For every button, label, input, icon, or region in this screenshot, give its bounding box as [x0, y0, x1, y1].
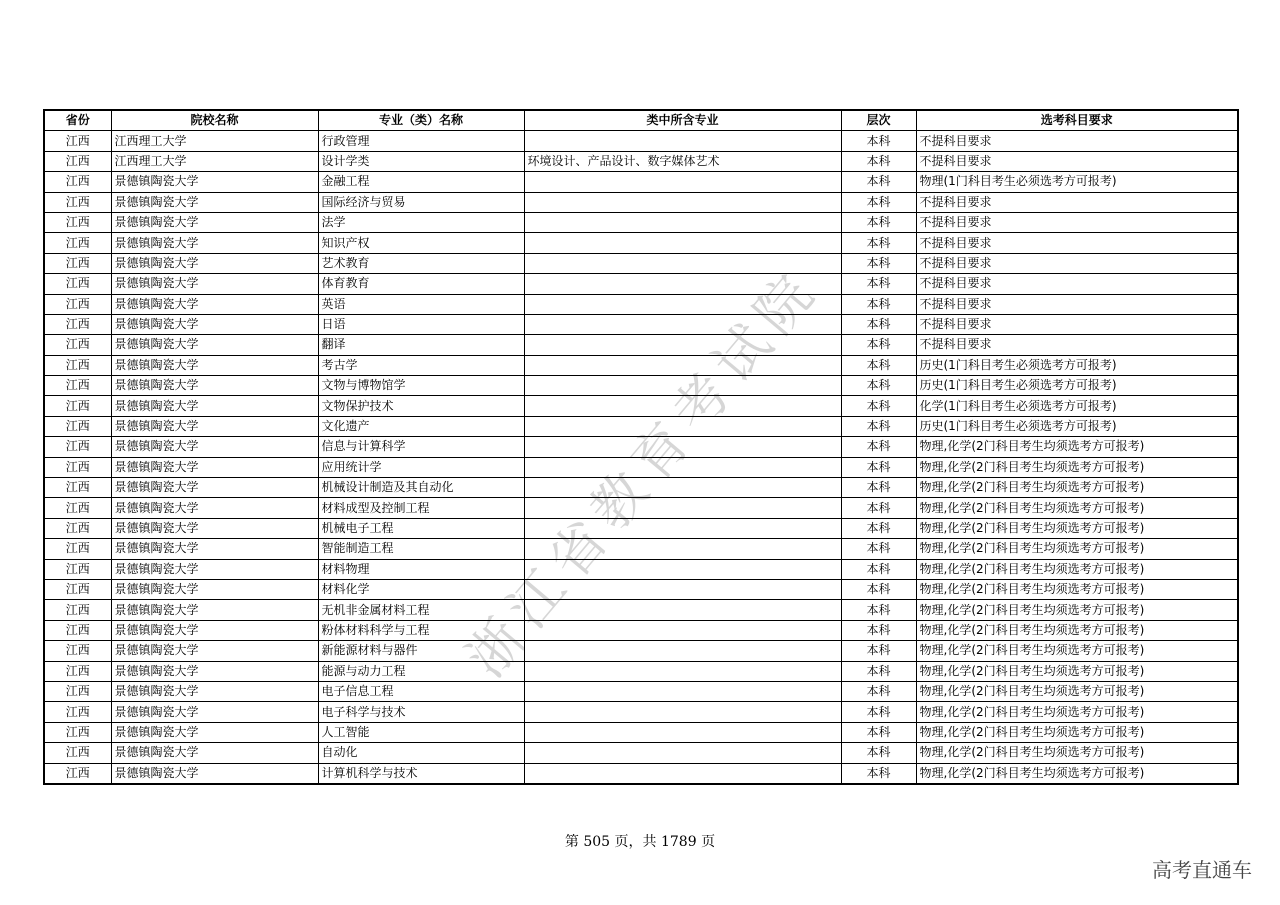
cell-province: 江西: [44, 396, 111, 416]
cell-level: 本科: [841, 559, 916, 579]
watermark: 浙江省教育考试院: [454, 256, 832, 689]
cell-level: 本科: [841, 743, 916, 763]
cell-school-name: 景德镇陶瓷大学: [111, 212, 318, 232]
cell-subject-requirement: 物理,化学(2门科目考生均须选考方可报考): [916, 579, 1238, 599]
table-row: [44, 376, 1238, 396]
cell-major-name: 材料化学: [318, 579, 524, 599]
cell-school-name: 景德镇陶瓷大学: [111, 539, 318, 559]
cell-subject-requirement: 不提科目要求: [916, 274, 1238, 294]
cell-province: 江西: [44, 457, 111, 477]
table-row: [44, 294, 1238, 314]
cell-subject-requirement: 历史(1门科目考生必须选考方可报考): [916, 355, 1238, 375]
table-row: [44, 743, 1238, 763]
cell-school-name: 景德镇陶瓷大学: [111, 396, 318, 416]
cell-subject-requirement: 不提科目要求: [916, 294, 1238, 314]
cell-level: 本科: [841, 518, 916, 538]
cell-major-name: 电子科学与技术: [318, 702, 524, 722]
cell-school-name: 景德镇陶瓷大学: [111, 600, 318, 620]
header-major-name: 专业（类）名称: [318, 110, 524, 131]
cell-major-name: 翻译: [318, 335, 524, 355]
page-number: 第 505 页，共 1789 页: [564, 834, 716, 850]
cell-level: 本科: [841, 498, 916, 518]
table-row: [44, 559, 1238, 579]
table-row: [44, 396, 1238, 416]
cell-included-majors: 环境设计、产品设计、数字媒体艺术: [524, 151, 841, 171]
cell-school-name: 景德镇陶瓷大学: [111, 416, 318, 436]
cell-level: 本科: [841, 416, 916, 436]
cell-school-name: 景德镇陶瓷大学: [111, 743, 318, 763]
cell-province: 江西: [44, 579, 111, 599]
cell-subject-requirement: 物理,化学(2门科目考生均须选考方可报考): [916, 518, 1238, 538]
cell-major-name: 机械设计制造及其自动化: [318, 478, 524, 498]
cell-subject-requirement: 物理,化学(2门科目考生均须选考方可报考): [916, 498, 1238, 518]
cell-subject-requirement: 物理,化学(2门科目考生均须选考方可报考): [916, 600, 1238, 620]
cell-level: 本科: [841, 192, 916, 212]
cell-province: 江西: [44, 212, 111, 232]
cell-province: 江西: [44, 151, 111, 171]
cell-province: 江西: [44, 620, 111, 640]
cell-subject-requirement: 不提科目要求: [916, 314, 1238, 334]
cell-major-name: 艺术教育: [318, 253, 524, 273]
table-row: [44, 518, 1238, 538]
cell-school-name: 景德镇陶瓷大学: [111, 192, 318, 212]
cell-school-name: 景德镇陶瓷大学: [111, 355, 318, 375]
table-row: [44, 579, 1238, 599]
cell-included-majors: [524, 274, 841, 294]
cell-level: 本科: [841, 396, 916, 416]
cell-major-name: 应用统计学: [318, 457, 524, 477]
cell-included-majors: [524, 437, 841, 457]
table-row: [44, 620, 1238, 640]
cell-level: 本科: [841, 253, 916, 273]
table-row: [44, 457, 1238, 477]
cell-included-majors: [524, 661, 841, 681]
cell-level: 本科: [841, 274, 916, 294]
table-row: [44, 172, 1238, 192]
header-school-name: 院校名称: [111, 110, 318, 131]
cell-level: 本科: [841, 212, 916, 232]
cell-subject-requirement: 物理,化学(2门科目考生均须选考方可报考): [916, 641, 1238, 661]
cell-subject-requirement: 历史(1门科目考生必须选考方可报考): [916, 376, 1238, 396]
cell-subject-requirement: 不提科目要求: [916, 212, 1238, 232]
cell-province: 江西: [44, 253, 111, 273]
cell-subject-requirement: 物理,化学(2门科目考生均须选考方可报考): [916, 437, 1238, 457]
cell-subject-requirement: 不提科目要求: [916, 151, 1238, 171]
cell-province: 江西: [44, 722, 111, 742]
cell-major-name: 文物保护技术: [318, 396, 524, 416]
cell-major-name: 设计学类: [318, 151, 524, 171]
cell-major-name: 无机非金属材料工程: [318, 600, 524, 620]
table-row: [44, 416, 1238, 436]
cell-level: 本科: [841, 763, 916, 784]
cell-province: 江西: [44, 233, 111, 253]
cell-level: 本科: [841, 233, 916, 253]
cell-included-majors: [524, 233, 841, 253]
cell-included-majors: [524, 722, 841, 742]
cell-subject-requirement: 不提科目要求: [916, 335, 1238, 355]
cell-province: 江西: [44, 498, 111, 518]
table-row: [44, 498, 1238, 518]
cell-major-name: 人工智能: [318, 722, 524, 742]
cell-included-majors: [524, 539, 841, 559]
cell-province: 江西: [44, 376, 111, 396]
cell-level: 本科: [841, 579, 916, 599]
table-row: [44, 314, 1238, 334]
cell-major-name: 体育教育: [318, 274, 524, 294]
cell-level: 本科: [841, 641, 916, 661]
cell-level: 本科: [841, 314, 916, 334]
cell-subject-requirement: 物理,化学(2门科目考生均须选考方可报考): [916, 620, 1238, 640]
cell-subject-requirement: 物理,化学(2门科目考生均须选考方可报考): [916, 559, 1238, 579]
cell-major-name: 粉体材料科学与工程: [318, 620, 524, 640]
cell-school-name: 景德镇陶瓷大学: [111, 376, 318, 396]
table-header-row: [44, 110, 1238, 131]
cell-level: 本科: [841, 131, 916, 151]
cell-level: 本科: [841, 457, 916, 477]
cell-school-name: 景德镇陶瓷大学: [111, 498, 318, 518]
cell-school-name: 景德镇陶瓷大学: [111, 457, 318, 477]
cell-included-majors: [524, 579, 841, 599]
cell-school-name: 景德镇陶瓷大学: [111, 294, 318, 314]
table-row: [44, 763, 1238, 784]
cell-subject-requirement: 不提科目要求: [916, 131, 1238, 151]
table-row: [44, 212, 1238, 232]
cell-level: 本科: [841, 702, 916, 722]
header-subject-requirement: 选考科目要求: [916, 110, 1238, 131]
cell-included-majors: [524, 457, 841, 477]
cell-level: 本科: [841, 539, 916, 559]
cell-major-name: 机械电子工程: [318, 518, 524, 538]
cell-school-name: 景德镇陶瓷大学: [111, 172, 318, 192]
cell-included-majors: [524, 600, 841, 620]
cell-province: 江西: [44, 172, 111, 192]
cell-province: 江西: [44, 539, 111, 559]
cell-school-name: 景德镇陶瓷大学: [111, 661, 318, 681]
cell-province: 江西: [44, 131, 111, 151]
cell-major-name: 材料物理: [318, 559, 524, 579]
table-row: [44, 355, 1238, 375]
cell-major-name: 行政管理: [318, 131, 524, 151]
cell-school-name: 景德镇陶瓷大学: [111, 702, 318, 722]
cell-included-majors: [524, 559, 841, 579]
table-row: [44, 702, 1238, 722]
cell-province: 江西: [44, 335, 111, 355]
cell-included-majors: [524, 702, 841, 722]
cell-included-majors: [524, 498, 841, 518]
cell-subject-requirement: 物理,化学(2门科目考生均须选考方可报考): [916, 661, 1238, 681]
cell-included-majors: [524, 641, 841, 661]
cell-major-name: 法学: [318, 212, 524, 232]
cell-school-name: 景德镇陶瓷大学: [111, 335, 318, 355]
cell-major-name: 电子信息工程: [318, 681, 524, 701]
cell-subject-requirement: 不提科目要求: [916, 253, 1238, 273]
cell-included-majors: [524, 294, 841, 314]
cell-school-name: 景德镇陶瓷大学: [111, 579, 318, 599]
table-row: [44, 437, 1238, 457]
cell-major-name: 新能源材料与器件: [318, 641, 524, 661]
cell-level: 本科: [841, 294, 916, 314]
table-row: [44, 151, 1238, 171]
cell-major-name: 英语: [318, 294, 524, 314]
cell-subject-requirement: 不提科目要求: [916, 233, 1238, 253]
cell-subject-requirement: 物理,化学(2门科目考生均须选考方可报考): [916, 478, 1238, 498]
cell-major-name: 材料成型及控制工程: [318, 498, 524, 518]
cell-school-name: 景德镇陶瓷大学: [111, 641, 318, 661]
cell-province: 江西: [44, 478, 111, 498]
cell-level: 本科: [841, 437, 916, 457]
table-row: [44, 661, 1238, 681]
header-level: 层次: [841, 110, 916, 131]
cell-subject-requirement: 物理,化学(2门科目考生均须选考方可报考): [916, 702, 1238, 722]
table-row: [44, 478, 1238, 498]
table-row: [44, 233, 1238, 253]
cell-level: 本科: [841, 172, 916, 192]
cell-school-name: 景德镇陶瓷大学: [111, 253, 318, 273]
cell-province: 江西: [44, 192, 111, 212]
cell-level: 本科: [841, 722, 916, 742]
cell-province: 江西: [44, 702, 111, 722]
cell-province: 江西: [44, 314, 111, 334]
header-included-majors: 类中所含专业: [524, 110, 841, 131]
cell-province: 江西: [44, 600, 111, 620]
table-row: [44, 335, 1238, 355]
cell-subject-requirement: 物理(1门科目考生必须选考方可报考): [916, 172, 1238, 192]
cell-included-majors: [524, 335, 841, 355]
admission-table: [43, 109, 1239, 785]
cell-major-name: 日语: [318, 314, 524, 334]
cell-school-name: 景德镇陶瓷大学: [111, 559, 318, 579]
cell-school-name: 景德镇陶瓷大学: [111, 314, 318, 334]
cell-subject-requirement: 物理,化学(2门科目考生均须选考方可报考): [916, 681, 1238, 701]
cell-subject-requirement: 物理,化学(2门科目考生均须选考方可报考): [916, 539, 1238, 559]
cell-school-name: 景德镇陶瓷大学: [111, 620, 318, 640]
cell-included-majors: [524, 131, 841, 151]
cell-major-name: 自动化: [318, 743, 524, 763]
cell-included-majors: [524, 253, 841, 273]
cell-major-name: 考古学: [318, 355, 524, 375]
cell-level: 本科: [841, 151, 916, 171]
cell-major-name: 国际经济与贸易: [318, 192, 524, 212]
cell-province: 江西: [44, 437, 111, 457]
cell-province: 江西: [44, 355, 111, 375]
cell-province: 江西: [44, 416, 111, 436]
cell-level: 本科: [841, 355, 916, 375]
cell-school-name: 景德镇陶瓷大学: [111, 478, 318, 498]
table-row: [44, 600, 1238, 620]
cell-province: 江西: [44, 763, 111, 784]
cell-subject-requirement: 历史(1门科目考生必须选考方可报考): [916, 416, 1238, 436]
cell-province: 江西: [44, 559, 111, 579]
cell-subject-requirement: 化学(1门科目考生必须选考方可报考): [916, 396, 1238, 416]
cell-province: 江西: [44, 641, 111, 661]
table-row: [44, 253, 1238, 273]
cell-included-majors: [524, 212, 841, 232]
cell-province: 江西: [44, 274, 111, 294]
cell-included-majors: [524, 172, 841, 192]
cell-school-name: 景德镇陶瓷大学: [111, 274, 318, 294]
cell-included-majors: [524, 620, 841, 640]
cell-school-name: 景德镇陶瓷大学: [111, 681, 318, 701]
cell-school-name: 景德镇陶瓷大学: [111, 437, 318, 457]
table-row: [44, 681, 1238, 701]
cell-subject-requirement: 不提科目要求: [916, 192, 1238, 212]
cell-subject-requirement: 物理,化学(2门科目考生均须选考方可报考): [916, 763, 1238, 784]
cell-province: 江西: [44, 743, 111, 763]
cell-included-majors: [524, 416, 841, 436]
cell-level: 本科: [841, 478, 916, 498]
table-body: [44, 131, 1238, 784]
cell-major-name: 知识产权: [318, 233, 524, 253]
table-row: [44, 192, 1238, 212]
cell-subject-requirement: 物理,化学(2门科目考生均须选考方可报考): [916, 743, 1238, 763]
cell-included-majors: [524, 518, 841, 538]
cell-major-name: 计算机科学与技术: [318, 763, 524, 784]
cell-major-name: 智能制造工程: [318, 539, 524, 559]
cell-included-majors: [524, 478, 841, 498]
cell-major-name: 文化遗产: [318, 416, 524, 436]
cell-school-name: 景德镇陶瓷大学: [111, 233, 318, 253]
table-row: [44, 641, 1238, 661]
cell-province: 江西: [44, 294, 111, 314]
cell-subject-requirement: 物理,化学(2门科目考生均须选考方可报考): [916, 722, 1238, 742]
cell-subject-requirement: 物理,化学(2门科目考生均须选考方可报考): [916, 457, 1238, 477]
cell-province: 江西: [44, 661, 111, 681]
cell-included-majors: [524, 314, 841, 334]
cell-level: 本科: [841, 600, 916, 620]
cell-level: 本科: [841, 376, 916, 396]
cell-major-name: 金融工程: [318, 172, 524, 192]
cell-included-majors: [524, 681, 841, 701]
table-row: [44, 131, 1238, 151]
cell-level: 本科: [841, 681, 916, 701]
table-row: [44, 274, 1238, 294]
cell-level: 本科: [841, 335, 916, 355]
cell-major-name: 能源与动力工程: [318, 661, 524, 681]
header-province: 省份: [44, 110, 111, 131]
cell-school-name: 江西理工大学: [111, 131, 318, 151]
cell-school-name: 景德镇陶瓷大学: [111, 763, 318, 784]
cell-included-majors: [524, 763, 841, 784]
cell-included-majors: [524, 376, 841, 396]
cell-level: 本科: [841, 661, 916, 681]
cell-school-name: 景德镇陶瓷大学: [111, 722, 318, 742]
cell-included-majors: [524, 396, 841, 416]
cell-major-name: 信息与计算科学: [318, 437, 524, 457]
cell-school-name: 景德镇陶瓷大学: [111, 518, 318, 538]
cell-level: 本科: [841, 620, 916, 640]
cell-province: 江西: [44, 681, 111, 701]
table-row: [44, 539, 1238, 559]
cell-included-majors: [524, 192, 841, 212]
cell-school-name: 江西理工大学: [111, 151, 318, 171]
cell-included-majors: [524, 743, 841, 763]
table-row: [44, 722, 1238, 742]
cell-province: 江西: [44, 518, 111, 538]
cell-included-majors: [524, 355, 841, 375]
cell-major-name: 文物与博物馆学: [318, 376, 524, 396]
brand-logo-text: 高考直通车: [1152, 858, 1252, 882]
